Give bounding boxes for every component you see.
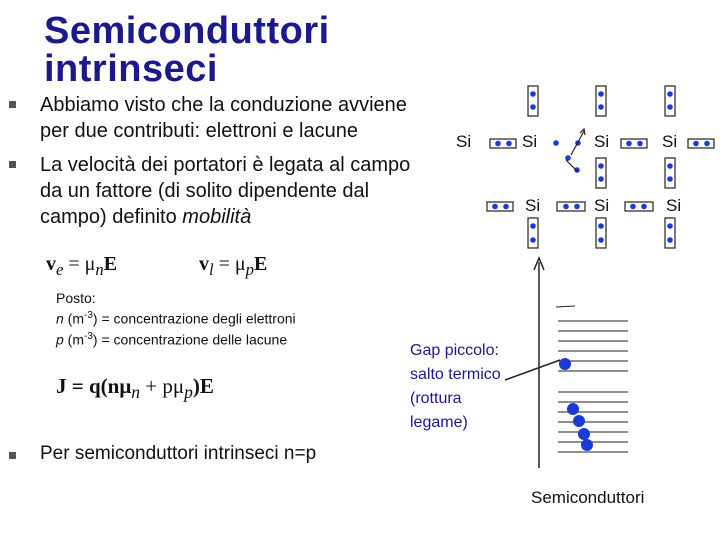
formula-ve-rhs-sub: n — [95, 260, 104, 279]
gap-note-line-2: salto termico — [410, 366, 501, 383]
bullet-3: Per semiconduttori intrinseci n=p — [40, 443, 317, 464]
bond-vertical — [528, 86, 538, 116]
bond-vertical — [665, 86, 675, 116]
energy-band-diagram — [505, 258, 628, 468]
posto-p-unit: (m — [63, 331, 85, 348]
broken-bond-arrows — [566, 129, 585, 172]
formula-vl-rhs: = μ — [213, 253, 246, 275]
si-atom-label: Si — [525, 196, 541, 215]
si-atom-label: Si — [594, 132, 610, 151]
bullet-2-line-2: da un fattore (di solito dipendente dal — [40, 180, 370, 202]
si-atom-label: Si — [456, 132, 472, 151]
posto-p-exp: -3 — [84, 330, 93, 342]
bond-horizontal — [490, 139, 516, 148]
bond-horizontal — [621, 139, 647, 148]
bond-horizontal — [688, 139, 714, 148]
bond-vertical — [596, 218, 606, 248]
bond-vertical — [665, 158, 675, 188]
gap-note-line-4: legame) — [410, 414, 468, 431]
electron-jump-arrow — [571, 131, 584, 155]
bullet-2-line-3-prefix: campo) definito — [40, 206, 183, 228]
formula-ve-sub: e — [56, 260, 64, 279]
posto-title: Posto: — [56, 290, 96, 306]
formula-vl-symbol: v — [199, 253, 209, 275]
bullet-1-line-1: Abbiamo visto che la conduzione avviene — [40, 94, 407, 116]
formula-ve-symbol: v — [46, 253, 56, 275]
formula-j-end: )E — [192, 374, 214, 398]
bond-horizontal — [487, 202, 513, 211]
formula-j-mid: + pμ — [139, 374, 185, 398]
posto-n-exp: -3 — [84, 310, 93, 321]
electron-move-arrow — [566, 160, 578, 172]
bond-vertical — [665, 218, 675, 248]
gap-note-line-3: (rottura — [410, 390, 462, 407]
bond-vertical — [596, 86, 606, 116]
posto-n-var: n — [56, 310, 64, 327]
posto-n-unit: (m — [63, 310, 85, 327]
bond-vertical — [528, 218, 538, 248]
formula-j-sub-p: p — [184, 382, 193, 403]
bond-electrons — [492, 91, 710, 243]
gap-pointer — [505, 360, 560, 380]
bond-vertical — [596, 158, 606, 188]
bullet-2-line-1: La velocità dei portatori è legata al campo — [40, 154, 411, 176]
formula-j-sub-n: n — [131, 382, 140, 403]
si-atom-label: Si — [594, 196, 610, 215]
title-line-2: intrinseci — [44, 48, 218, 90]
si-atom-label: Si — [522, 132, 538, 151]
bullet-1-line-2: per due contributi: elettroni e lacune — [40, 120, 358, 142]
title-line-1: Semiconduttori — [44, 10, 330, 52]
valence-band-levels — [558, 392, 628, 452]
formula-ve-field: E — [103, 253, 118, 275]
bond-horizontal — [625, 202, 653, 211]
formula-ve-rhs: = μ — [63, 253, 96, 275]
formula-j-lhs: J = q(nμ — [56, 374, 132, 398]
posto-p-var: p — [56, 331, 64, 348]
carrier-dots — [559, 358, 593, 451]
mobility-term: mobilità — [182, 206, 252, 228]
si-atom-label: Si — [666, 196, 682, 215]
bond-horizontal — [557, 202, 585, 211]
formula-vl-sub: l — [209, 260, 214, 279]
formula-vl-rhs-sub: p — [245, 260, 254, 279]
posto-n-desc: ) = concentrazione degli elettroni — [92, 310, 296, 327]
bracket-line — [556, 306, 575, 307]
formula-vl-field: E — [253, 253, 268, 275]
si-atom-label: Si — [662, 132, 678, 151]
gap-note-line-1: Gap piccolo: — [410, 342, 499, 359]
posto-p-desc: ) = concentrazione delle lacune — [92, 331, 288, 348]
footer-label: Semiconduttori — [531, 488, 645, 507]
